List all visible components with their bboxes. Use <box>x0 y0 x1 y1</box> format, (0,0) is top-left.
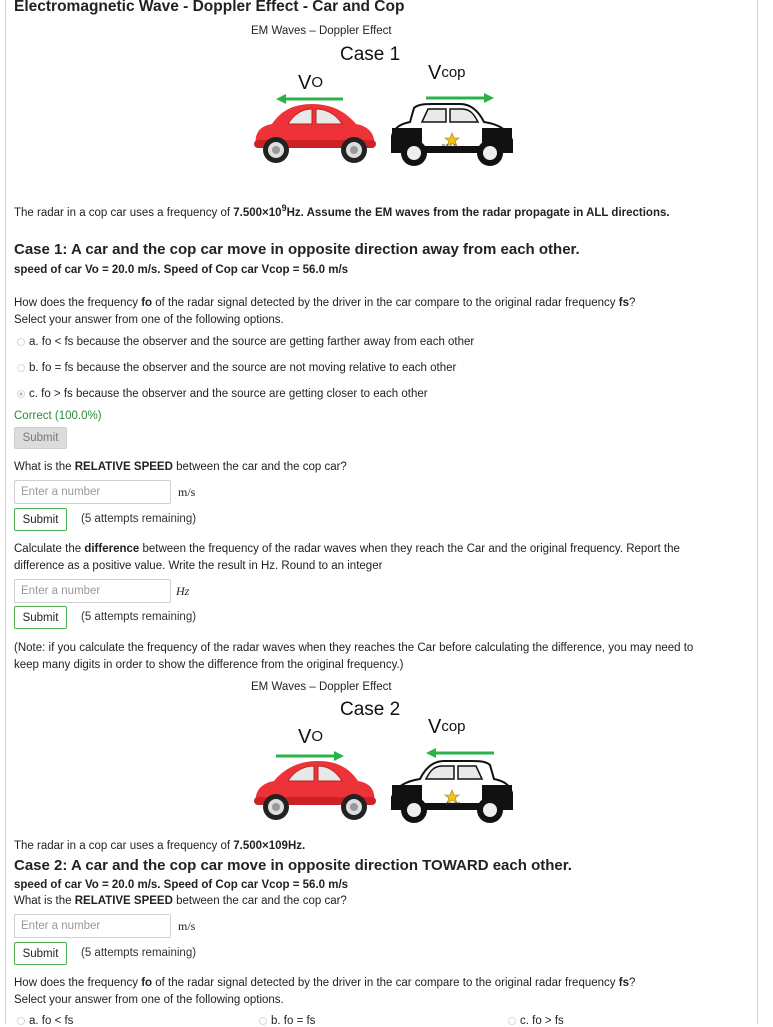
case1-q3-unit: Hz <box>176 584 190 598</box>
cop-velocity-arrow <box>426 748 494 758</box>
radio-button[interactable] <box>17 390 25 398</box>
case1-q2-unit: m/s <box>178 485 196 499</box>
case1-q1-option-a[interactable]: a. fo < fs because the observer and the source are getting farther away from each other <box>17 336 474 348</box>
case1-q3-prompt-line2: difference as a positive value. Write the result in Hz. Round to an integer <box>14 560 383 572</box>
case1-q3-attempts: (5 attempts remaining) <box>81 611 197 623</box>
case1-q1-option-b[interactable]: b. fo = fs because the observer and the source are not moving relative to each other <box>17 362 456 374</box>
cop-car <box>392 104 512 166</box>
figure1-vo-label: $V_O$ <box>298 72 324 94</box>
case2-q2-option-b[interactable]: b. fo = fs <box>259 1015 315 1027</box>
red-car <box>254 761 376 820</box>
case1-note-line2: keep many digits in order to show the difference from the original frequency.) <box>14 659 404 671</box>
case2-q2-option-a[interactable]: a. fo < fs <box>17 1015 73 1027</box>
case1-frequency-difference-input[interactable] <box>14 579 171 603</box>
figure2-police-text: POLICE <box>446 801 460 806</box>
radio-button[interactable] <box>17 338 25 346</box>
figure2-case-label: Case 2 <box>340 699 401 720</box>
case2-speeds: speed of car Vo = 20.0 m/s. Speed of Cop car Vcop = 56.0 m/s <box>14 879 349 891</box>
case2-relative-speed-input[interactable] <box>14 914 171 938</box>
red-car <box>254 104 376 163</box>
car-velocity-arrow <box>276 751 344 761</box>
figure1-caption: EM Waves – Doppler Effect <box>251 25 392 37</box>
case1-q3-prompt: Calculate the difference between the frequency of the radar waves when they reach the Car and the original frequency. Report the <box>14 543 680 555</box>
case1-q2-submit-button[interactable]: Submit <box>14 508 67 531</box>
case2-q1-unit: m/s <box>178 919 196 933</box>
case1-q1-option-c[interactable]: c. fo > fs because the observer and the source are getting closer to each other <box>17 388 428 400</box>
figure1-illustration <box>250 88 520 173</box>
case2-q1-attempts: (5 attempts remaining) <box>81 947 197 959</box>
content-border-left <box>5 0 6 1024</box>
case2-q2-option-c[interactable]: c. fo > fs <box>508 1015 564 1027</box>
page-title: Electromagnetic Wave - Doppler Effect - Car and Cop <box>14 0 405 15</box>
figure1-vcop-label: $V_{cop}$ <box>428 62 466 84</box>
content-border-right <box>757 0 758 1024</box>
figure2-illustration <box>250 745 520 830</box>
case1-heading: Case 1: A car and the cop car move in opposite direction away from each other. <box>14 241 580 258</box>
figure2-vcop-label: $V_{cop}$ <box>428 716 466 738</box>
case1-speeds: speed of car Vo = 20.0 m/s. Speed of Cop car Vcop = 56.0 m/s <box>14 264 349 276</box>
case2-q2-instruction: Select your answer from one of the following options. <box>14 994 284 1006</box>
cop-velocity-arrow <box>426 93 494 103</box>
cop-car <box>392 761 512 823</box>
radio-button[interactable] <box>17 364 25 372</box>
case1-note-line1: (Note: if you calculate the frequency of the radar waves when they reaches the Car before calculating the difference, you may need to <box>14 642 694 654</box>
radar-intro: The radar in a cop car uses a frequency of $7.500\times 10^9Hz$. Assume the EM waves from the radar propagate in ALL directions. <box>14 203 670 219</box>
case1-q2-attempts: (5 attempts remaining) <box>81 513 197 525</box>
case1-q1-prompt: How does the frequency fo of the radar signal detected by the driver in the car compare to the original radar frequency fs? <box>14 297 636 309</box>
figure1-police-text: POLICE <box>442 143 456 148</box>
car-velocity-arrow <box>276 94 343 104</box>
case1-q3-submit-button[interactable]: Submit <box>14 606 67 629</box>
case1-q1-instruction: Select your answer from one of the following options. <box>14 314 284 326</box>
case1-q1-submit-button[interactable]: Submit <box>14 427 67 449</box>
case2-q2-prompt: How does the frequency fo of the radar signal detected by the driver in the car compare to the original radar frequency fs? <box>14 977 636 989</box>
case2-radar-intro: The radar in a cop car uses a frequency of 7.500×109Hz. <box>14 840 306 852</box>
figure2-vo-label: $V_O$ <box>298 726 324 748</box>
figure2-caption: EM Waves – Doppler Effect <box>251 681 392 693</box>
case1-relative-speed-input[interactable] <box>14 480 171 504</box>
case2-q1-prompt: What is the RELATIVE SPEED between the car and the cop car? <box>14 895 347 907</box>
case1-q1-feedback: Correct (100.0%) <box>14 410 102 422</box>
case2-heading: Case 2: A car and the cop car move in opposite direction TOWARD each other. <box>14 857 572 874</box>
case2-q1-submit-button[interactable]: Submit <box>14 942 67 965</box>
case1-q2-prompt: What is the RELATIVE SPEED between the car and the cop car? <box>14 461 347 473</box>
figure1-case-label: Case 1 <box>340 44 401 65</box>
